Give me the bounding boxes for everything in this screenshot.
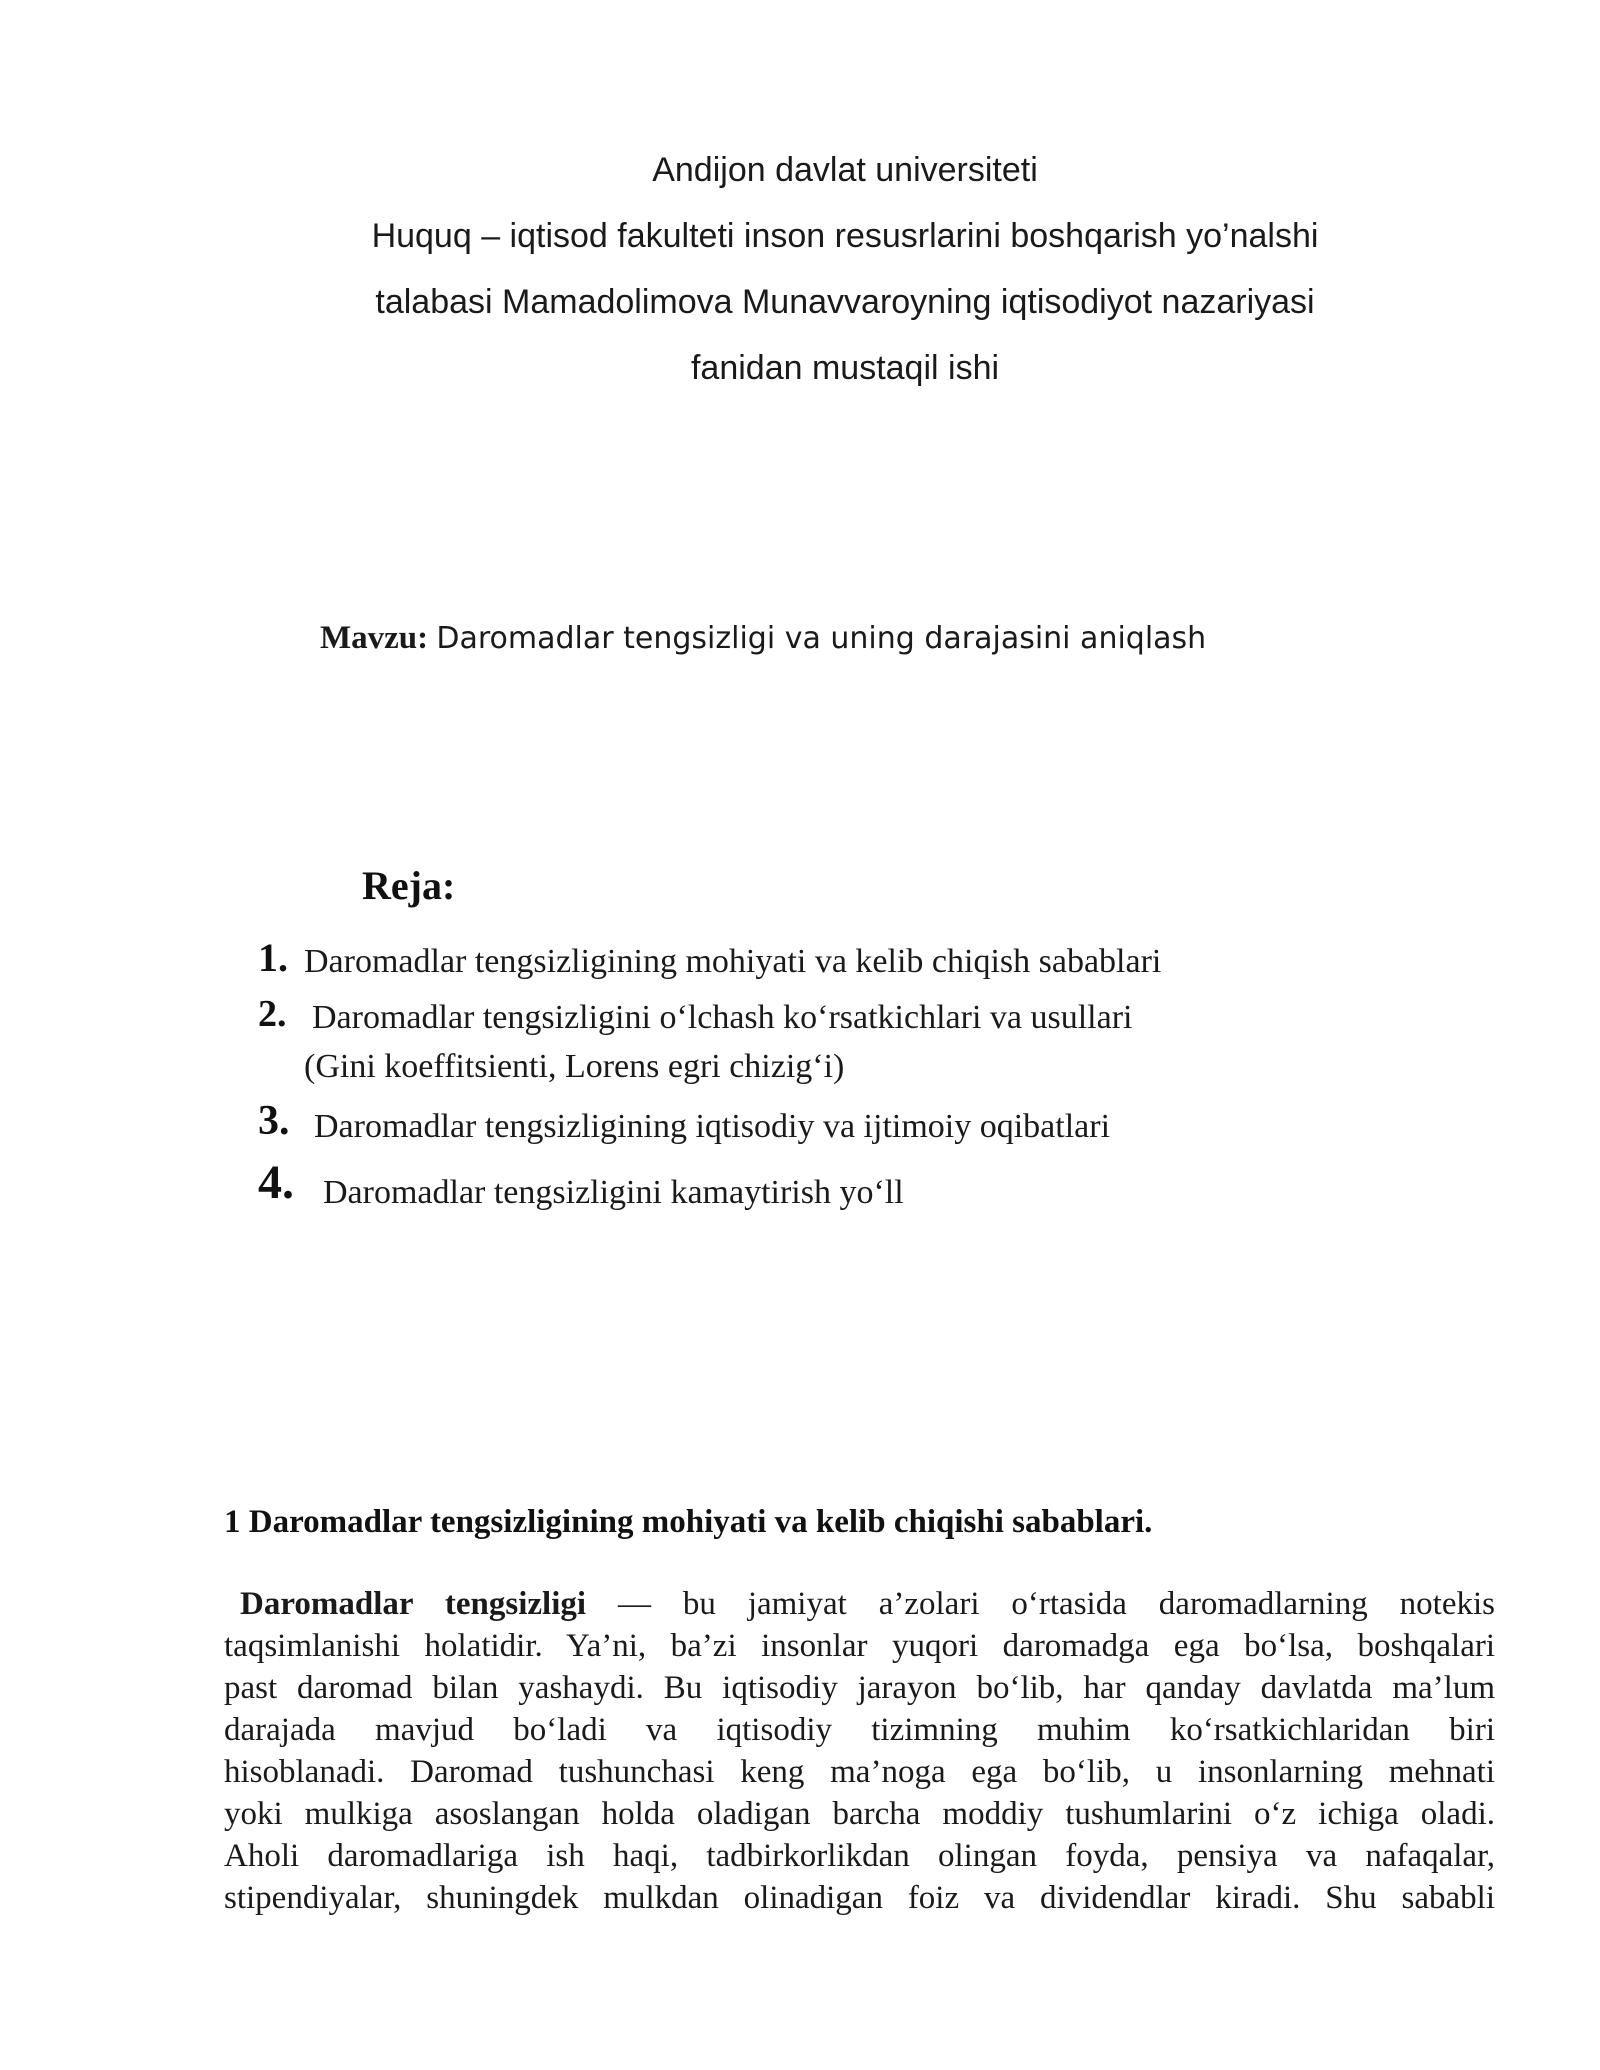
plan-item-text: Daromadlar tengsizligining iqtisodiy va ijtimoiy oqibatlari [314, 1108, 1111, 1145]
defined-term: Daromadlar tengsizligi [240, 1586, 587, 1622]
topic-text: Daromadlar tengsizligi va uning darajasini aniqlash [436, 621, 1207, 656]
plan-item-number: 1. [258, 935, 288, 980]
paragraph-line: past daromad bilan yashaydi. Bu iqtisodiy jarayon bo‘lib, har qanday davlatda ma’lum [224, 1670, 1495, 1706]
paragraph-line: Aholi daromadlariga ish haqi, tadbirkorlikdan olingan foyda, pensiya va nafaqalar, [224, 1838, 1495, 1874]
plan-item-number: 2. [258, 993, 287, 1035]
university-name: Andijon davlat universiteti [652, 151, 1038, 189]
paragraph-line: darajada mavjud bo‘ladi va iqtisodiy tizimning muhim ko‘rsatkichlaridan biri [224, 1712, 1495, 1748]
plan-title: Reja: [362, 863, 456, 908]
plan-item-text: Daromadlar tengsizligining mohiyati va kelib chiqish sabablari [304, 943, 1162, 980]
paragraph-line: yoki mulkiga asoslangan holda oladigan barcha moddiy tushumlarini o‘z ichiga oladi. [224, 1796, 1495, 1832]
paragraph-line: taqsimlanishi holatidir. Ya’ni, ba’zi insonlar yuqori daromadga ega bo‘lsa, boshqalari [224, 1628, 1495, 1664]
faculty-line: Huquq – iqtisod fakulteti inson resusrlarini boshqarish yo’nalshi [371, 217, 1319, 255]
plan-item-text: Daromadlar tengsizligini kamaytirish yo‘ll [323, 1174, 904, 1211]
section-heading: 1 Daromadlar tengsizligining mohiyati va kelib chiqishi sabablari. [224, 1504, 1153, 1540]
topic-label: Mavzu: [320, 620, 429, 656]
plan-item-number: 3. [258, 1098, 290, 1144]
plan-item-number: 4. [258, 1156, 294, 1209]
student-line: talabasi Mamadolimova Munavvaroyning iqtisodiyot nazariyasi [375, 283, 1315, 321]
plan-item-continuation: (Gini koeffitsienti, Lorens egri chizig‘i) [304, 1048, 845, 1085]
paragraph-line [240, 1584, 1495, 1624]
paragraph-line: stipendiyalar, shuningdek mulkdan olinadigan foiz va dividendlar kiradi. Shu sababli [224, 1880, 1495, 1916]
paragraph-line-rest: — bu jamiyat a’zolari o‘rtasida daromadlarning notekis [586, 1586, 1495, 1622]
topic [320, 618, 1206, 659]
paragraph-line: hisoblanadi. Daromad tushunchasi keng ma’noga ega bo‘lib, u insonlarning mehnati [224, 1754, 1495, 1790]
work-type-line: fanidan mustaqil ishi [690, 349, 1000, 387]
plan-item-text: Daromadlar tengsizligini o‘lchash ko‘rsatkichlari va usullari [312, 999, 1133, 1036]
